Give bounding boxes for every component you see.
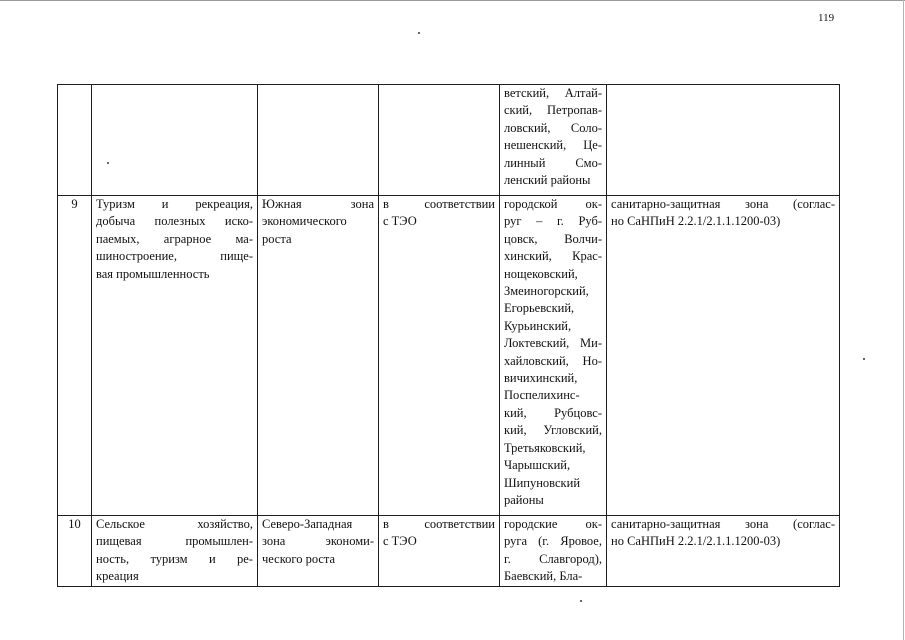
cell-line: Чарышский, — [504, 458, 571, 473]
col3-cell — [258, 516, 379, 587]
cell-line: шиностроение, пище- — [96, 249, 253, 264]
table-row — [58, 85, 840, 196]
cell-line: санитарно-защитная зона (соглас- — [611, 517, 835, 531]
col6-cell — [607, 516, 840, 587]
page-number: 119 — [818, 12, 835, 24]
cell-line: Туризм и рекреация, — [96, 197, 253, 211]
col4-cell — [379, 85, 500, 196]
zones-table — [57, 84, 840, 587]
cell-line: вичихинский, — [504, 371, 578, 386]
cell-line: экономического — [262, 214, 347, 229]
col2-cell — [92, 516, 258, 587]
col5-cell — [500, 85, 607, 196]
col3-cell — [258, 85, 379, 196]
cell-line: хайловский, Но- — [504, 353, 602, 368]
cell-line: роста — [262, 231, 292, 246]
cell-line: цовск, Волчи- — [504, 231, 602, 246]
cell-line: линный Смо- — [504, 155, 602, 170]
cell-line: паемых, аграрное ма- — [96, 231, 253, 246]
page-right-border — [903, 0, 904, 640]
scan-speck — [418, 32, 420, 34]
cell-line: Курьинский, — [504, 318, 572, 333]
col2-cell — [92, 85, 258, 196]
scan-speck — [863, 358, 865, 360]
cell-line: районы — [504, 492, 544, 507]
col6-cell — [607, 196, 840, 516]
col2-cell — [92, 196, 258, 516]
cell-line: Локтевский, Ми- — [504, 336, 602, 351]
cell-line: ность, туризм и ре- — [96, 551, 253, 566]
col6-cell — [607, 85, 840, 196]
cell-line: руга (г. Яровое, — [504, 534, 602, 549]
cell-line: но СаНПиН 2.2.1/2.1.1.1200-03) — [611, 534, 781, 549]
cell-line: добыча полезных иско- — [96, 214, 253, 229]
cell-line: ческого роста — [262, 551, 336, 566]
cell-line: ловский, Соло- — [504, 120, 602, 135]
scan-speck — [580, 600, 582, 602]
cell-line: кий, Угловский, — [504, 423, 602, 438]
cell-line: руг – г. Руб- — [504, 214, 602, 229]
row-number-cell: 10 — [58, 516, 92, 587]
col4-cell — [379, 196, 500, 516]
cell-line: хинский, Крас- — [504, 249, 602, 264]
cell-line: Шипуновский — [504, 475, 581, 490]
row-number-cell — [58, 85, 92, 196]
cell-line: нешенский, Це- — [504, 138, 602, 153]
table-row — [58, 196, 840, 516]
cell-line: Южная зона — [262, 197, 374, 211]
cell-line: в соответствии — [383, 197, 495, 211]
row-number-cell: 9 — [58, 196, 92, 516]
cell-line: городской ок- — [504, 197, 602, 211]
scan-speck — [107, 162, 109, 164]
cell-line: с ТЭО — [383, 534, 417, 549]
cell-line: нощековский, — [504, 266, 578, 281]
cell-line: Третьяковский, — [504, 440, 586, 455]
cell-line: г. Славгород), — [504, 551, 602, 566]
col5-cell — [500, 196, 607, 516]
cell-line: ветский, Алтай- — [504, 86, 602, 100]
cell-line: Поспелихинс- — [504, 388, 580, 403]
cell-line: Егорьевский, — [504, 301, 575, 316]
cell-line: зона экономи- — [262, 534, 374, 549]
cell-line: городские ок- — [504, 517, 602, 531]
table-row — [58, 516, 840, 587]
cell-line: креация — [96, 569, 139, 584]
cell-line: Баевский, Бла- — [504, 569, 583, 584]
cell-line: Змеиногорский, — [504, 284, 589, 299]
cell-line: но СаНПиН 2.2.1/2.1.1.1200-03) — [611, 214, 781, 229]
cell-line: кий, Рубцовс- — [504, 405, 602, 420]
cell-line: ский, Петропав- — [504, 103, 602, 118]
cell-line: Сельское хозяйство, — [96, 517, 253, 531]
cell-line: вая промышленность — [96, 266, 210, 281]
col4-cell — [379, 516, 500, 587]
page-top-border — [0, 0, 905, 1]
cell-line: санитарно-защитная зона (соглас- — [611, 197, 835, 211]
cell-line: с ТЭО — [383, 214, 417, 229]
cell-line: пищевая промышлен- — [96, 534, 253, 549]
cell-line: в соответствии — [383, 517, 495, 531]
col3-cell — [258, 196, 379, 516]
cell-line: ленский районы — [504, 173, 591, 188]
cell-line: Северо-Западная — [262, 517, 353, 531]
col5-cell — [500, 516, 607, 587]
